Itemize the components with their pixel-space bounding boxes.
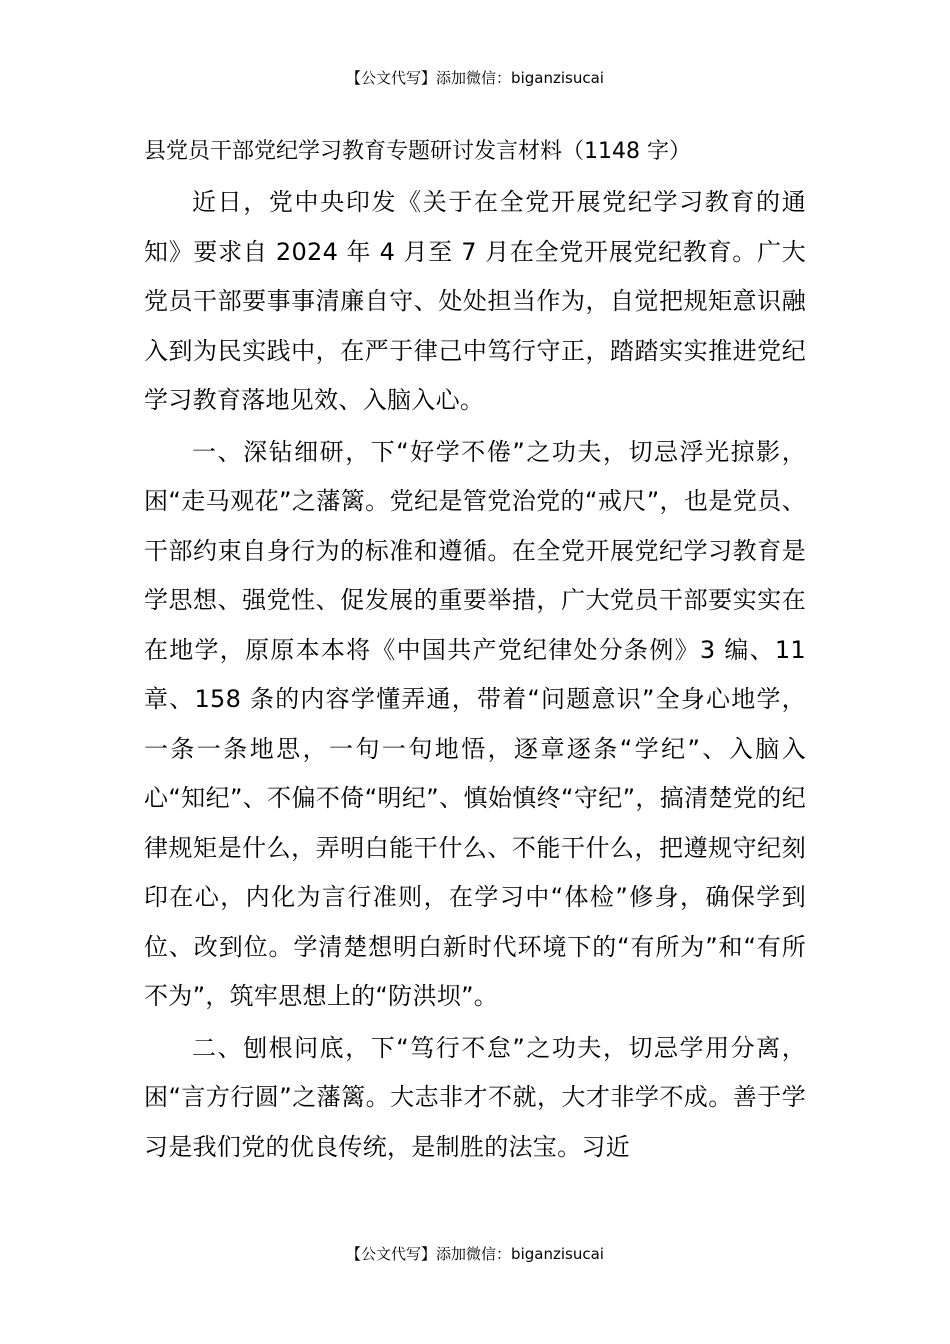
paragraph-intro: 近日，党中央印发《关于在全党开展党纪学习教育的通知》要求自 2024 年 4 月至 7 月在全党开展党纪教育。广大党员干部要事事清廉自守、处处担当作为，自觉把规矩意识融入到为民实践中，在严于律己中笃行守正，踏踏实实推进党纪学习教育落地见效、入脑入心。 [144, 188, 806, 414]
document-title: 县党员干部党纪学习教育专题研讨发言材料（1148 字） [144, 139, 691, 164]
page-header: 【公文代写】添加微信：biganzisucai [346, 69, 604, 87]
document-body [144, 130, 806, 1174]
page-footer: 【公文代写】添加微信：biganzisucai [346, 1245, 604, 1263]
paragraph-section-1: 一、深钻细研，下“好学不倦”之功夫，切忌浮光掠影，困“走马观花”之藩篱。党纪是管党治党的“戒尺”，也是党员、干部约束自身行为的标准和遵循。在全党开展党纪学习教育是学思想、强党性、促发展的重要举措，广大党员干部要实实在在地学，原原本本将《中国共产党纪律处分条例》3 编、11 章、158 条的内容学懂弄通，带着“问题意识”全身心地学，一条一条地思，一句一句地悟，逐章逐条“学纪”、入脑入心“知纪”、不偏不倚“明纪”、慎始慎终“守纪”，搞清楚党的纪律规矩是什么，弄明白能干什么、不能干什么，把遵规守纪刻印在心，内化为言行准则，在学习中“体检”修身，确保学到位、改到位。学清楚想明白新时代环境下的“有所为”和“有所不为”，筑牢思想上的“防洪坝”。 [144, 437, 806, 1010]
paragraph-section-2: 二、刨根问底，下“笃行不怠”之功夫，切忌学用分离，困“言方行圆”之藩篱。大志非才不就，大才非学不成。善于学习是我们党的优良传统，是制胜的法宝。习近 [144, 1033, 806, 1161]
